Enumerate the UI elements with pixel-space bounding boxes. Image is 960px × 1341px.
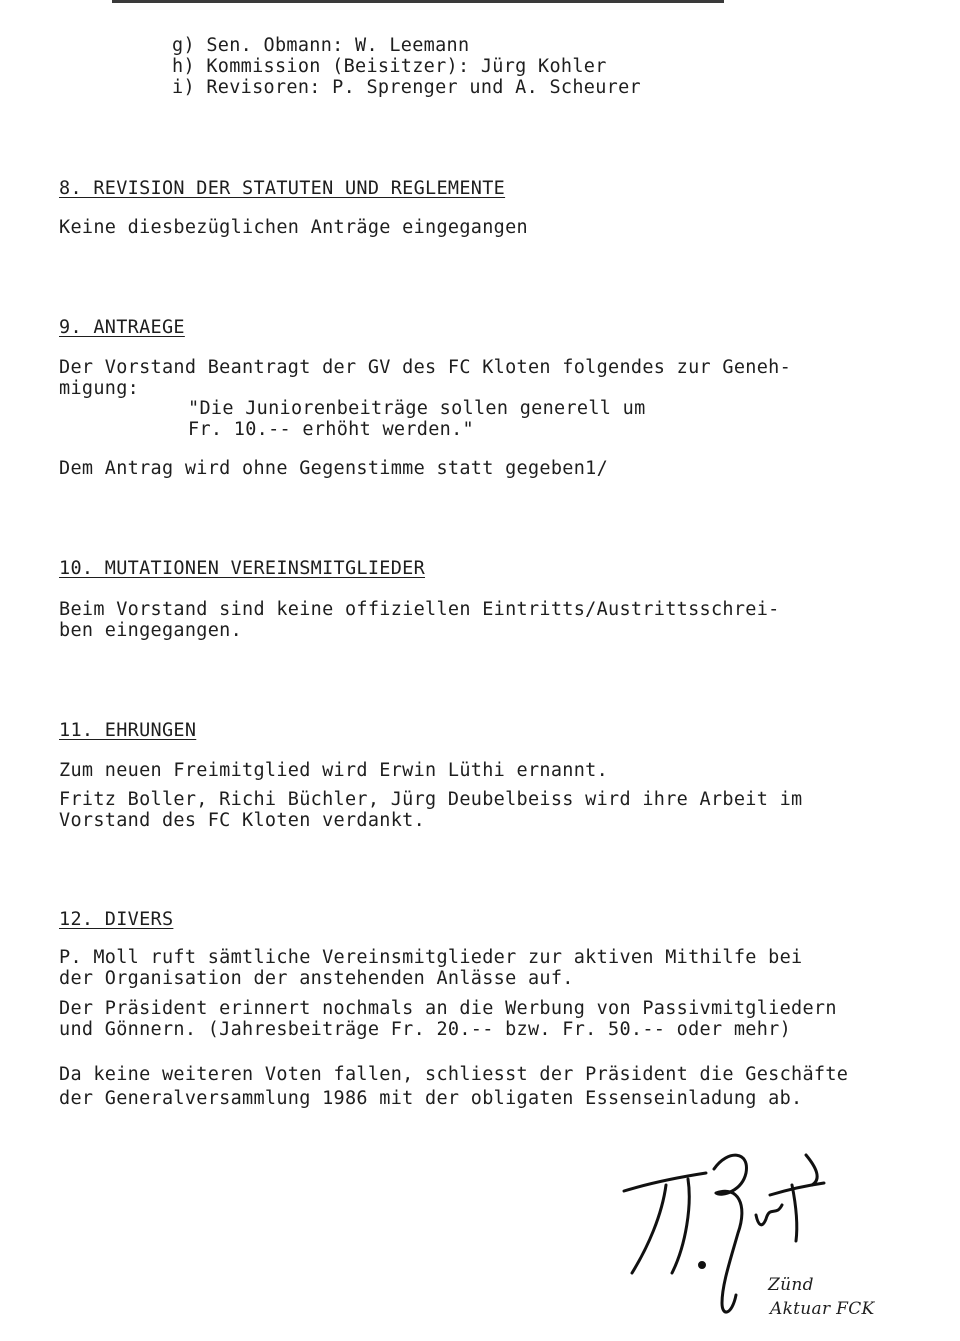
section-12-line-3: Der Präsident erinnert nochmals an die Werbung von Passivmitgliedern [59,998,837,1019]
list-item-g: g) Sen. Obmann: W. Leemann [172,35,470,56]
section-11-line-1: Zum neuen Freimitglied wird Erwin Lüthi ernannt. [59,760,609,781]
section-12-line-6: der Generalversammlung 1986 mit der obligaten Essenseinladung ab. [59,1088,803,1109]
section-9-heading: 9. ANTRAEGE [59,317,185,338]
section-8-heading: 8. REVISION DER STATUTEN UND REGLEMENTE [59,178,506,199]
signature-name: Zünd [768,1275,814,1295]
section-10-heading: 10. MUTATIONEN VEREINSMITGLIEDER [59,558,426,579]
section-11-line-3: Vorstand des FC Kloten verdankt. [59,810,426,831]
section-10-line-2: ben eingegangen. [59,620,243,641]
section-10-line-1: Beim Vorstand sind keine offiziellen Eintritts/Austrittsschrei- [59,599,780,620]
section-9-line-2: migung: [59,378,140,399]
section-11-heading: 11. EHRUNGEN [59,720,197,741]
section-9-line-1: Der Vorstand Beantragt der GV des FC Kloten folgendes zur Geneh- [59,357,792,378]
section-8-text: Keine diesbezüglichen Anträge eingegangen [59,217,528,238]
list-item-i: i) Revisoren: P. Sprenger und A. Scheurer [172,77,641,98]
top-rule [112,0,724,3]
section-9-quote-1: "Die Juniorenbeiträge sollen generell um [188,398,646,419]
section-12-line-2: der Organisation der anstehenden Anlässe auf. [59,968,574,989]
section-9-line-3: Dem Antrag wird ohne Gegenstimme statt gegeben1/ [59,458,609,479]
section-11-line-2: Fritz Boller, Richi Büchler, Jürg Deubelbeiss wird ihre Arbeit im [59,789,803,810]
section-9-quote-2: Fr. 10.-- erhöht werden." [188,419,474,440]
signature-role: Aktuar FCK [770,1299,875,1319]
handwritten-signature [610,1145,940,1325]
section-12-line-4: und Gönnern. (Jahresbeiträge Fr. 20.-- bzw. Fr. 50.-- oder mehr) [59,1019,792,1040]
list-item-h: h) Kommission (Beisitzer): Jürg Kohler [172,56,607,77]
section-12-line-5: Da keine weiteren Voten fallen, schliesst der Präsident die Geschäfte [59,1064,849,1085]
section-12-heading: 12. DIVERS [59,909,174,930]
section-12-line-1: P. Moll ruft sämtliche Vereinsmitglieder zur aktiven Mithilfe bei [59,947,803,968]
